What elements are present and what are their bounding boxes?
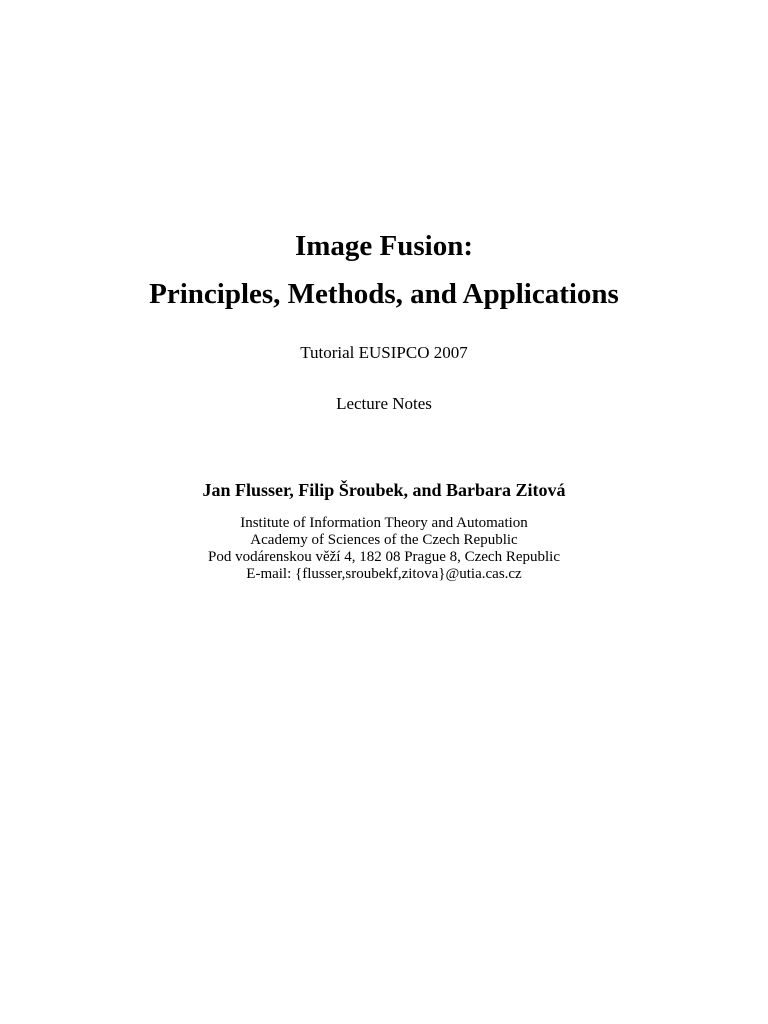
affiliation-academy: Academy of Sciences of the Czech Republic: [250, 532, 518, 548]
affiliation-institute: Institute of Information Theory and Automation: [240, 515, 528, 531]
affiliation-address: Pod vodárenskou věží 4, 182 08 Prague 8, Czech Republic: [207, 549, 560, 565]
lecture-notes-label: Lecture Notes: [336, 394, 432, 413]
tutorial-subtitle: Tutorial EUSIPCO 2007: [300, 343, 468, 362]
document-title-line-1: Image Fusion:: [294, 230, 474, 262]
document-title-line-2: Principles, Methods, and Applications: [149, 278, 619, 310]
affiliation-email: E-mail: {flusser,sroubekf,zitova}@utia.cas.cz: [246, 566, 522, 582]
author-list: Jan Flusser, Filip Šroubek, and Barbara Zitová: [202, 480, 566, 500]
